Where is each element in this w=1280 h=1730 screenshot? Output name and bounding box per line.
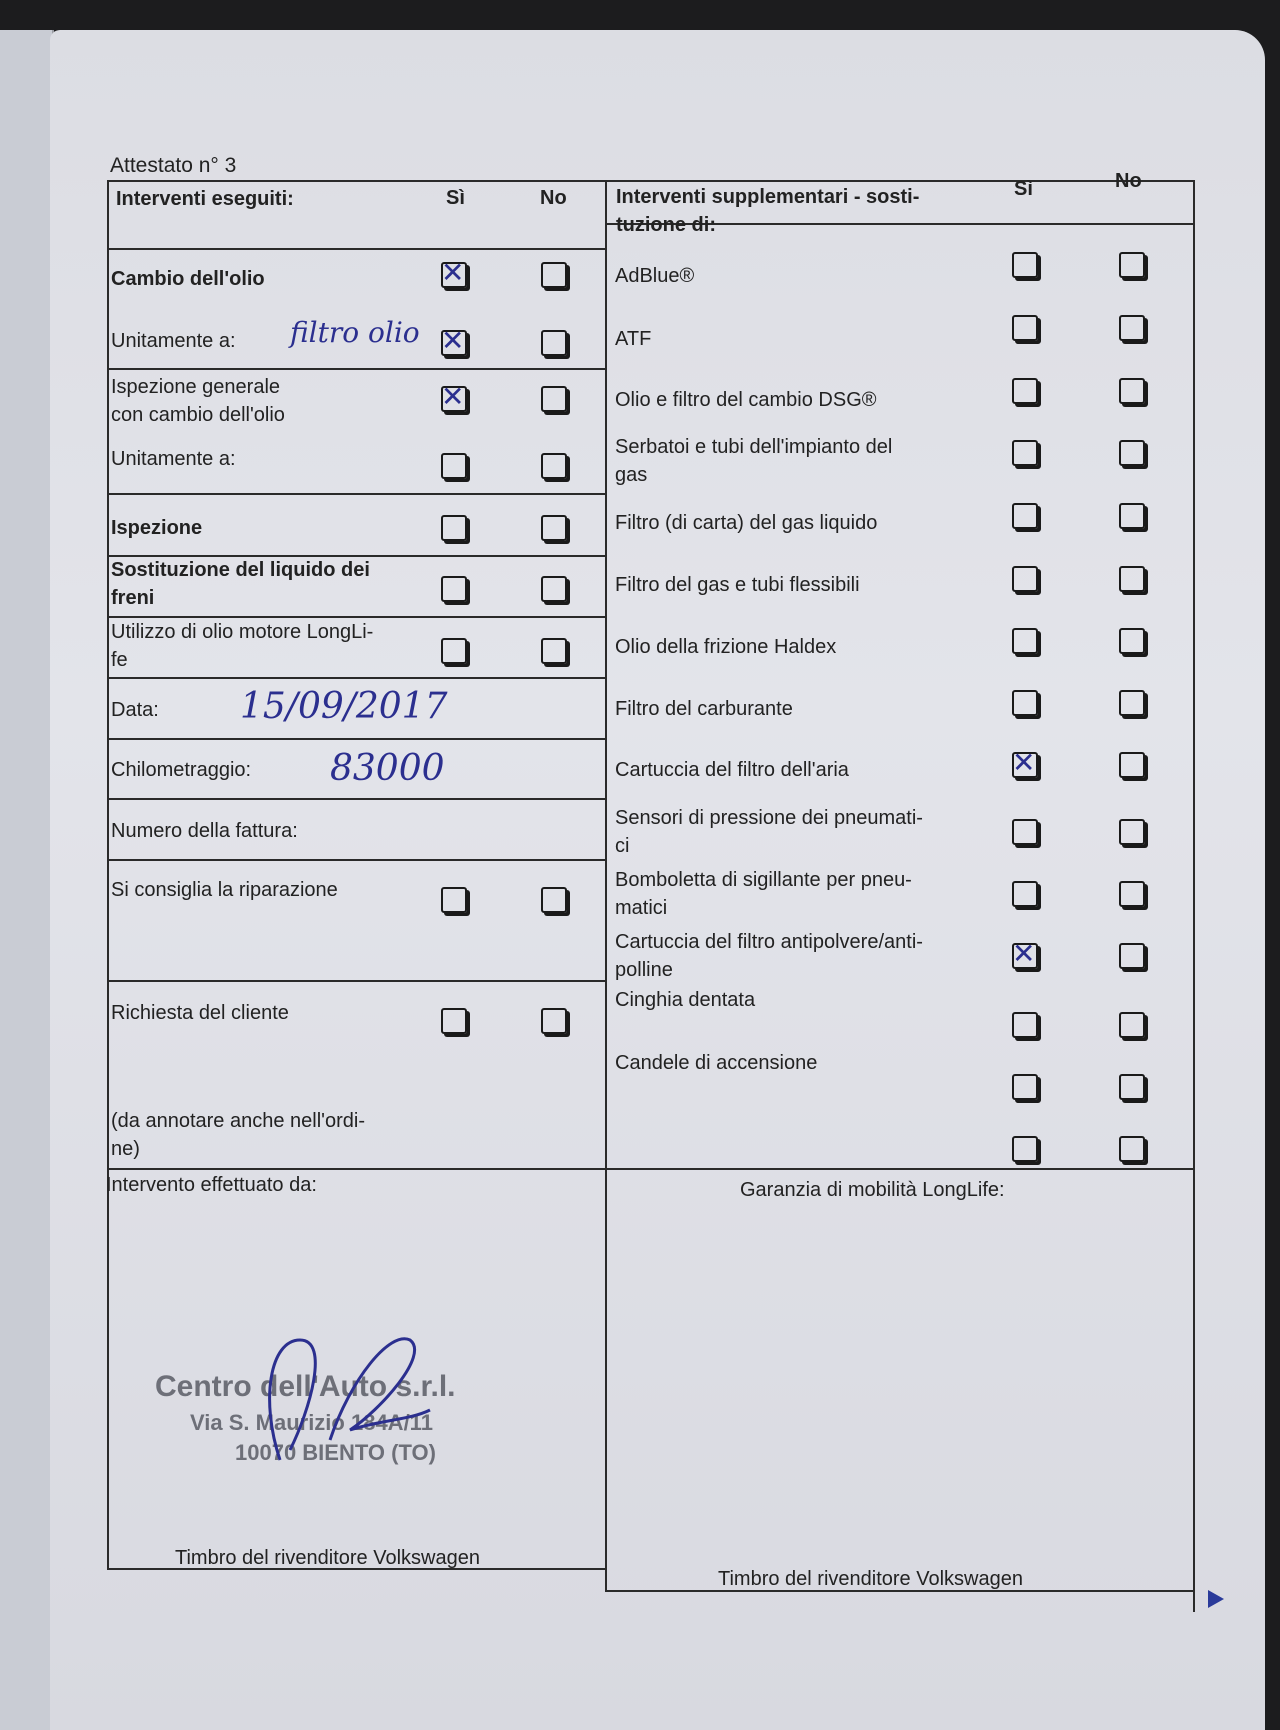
right-row-no-checkbox[interactable] bbox=[1119, 628, 1145, 654]
right-row-label: Olio della frizione Haldex bbox=[615, 636, 837, 658]
dealer-stamp-city: 10070 BIENTO (TO) bbox=[235, 1440, 436, 1465]
left-row-label-2: freni bbox=[111, 587, 155, 609]
left-stamp-caption: Timbro del rivenditore Volkswagen bbox=[175, 1547, 480, 1569]
right-row-yes-checkbox[interactable] bbox=[1012, 690, 1038, 716]
left-row-no-checkbox[interactable] bbox=[541, 887, 567, 913]
right-row-label: Candele di accensione bbox=[615, 1052, 818, 1074]
left-row-divider bbox=[107, 616, 605, 618]
frame-right bbox=[1193, 180, 1195, 1612]
right-row-label: AdBlue® bbox=[615, 265, 695, 287]
right-row-yes-checkbox[interactable] bbox=[1012, 819, 1038, 845]
right-row-yes-checkbox[interactable] bbox=[1012, 378, 1038, 404]
left-row-label: Unitamente a: bbox=[111, 448, 236, 470]
right-row-yes-checkbox[interactable] bbox=[1012, 566, 1038, 592]
left-row-yes-checkbox[interactable] bbox=[441, 1008, 467, 1034]
left-row-no-checkbox[interactable] bbox=[541, 576, 567, 602]
dealer-stamp-name: Centro dell'Auto s.r.l. bbox=[155, 1370, 456, 1403]
left-row-divider bbox=[107, 738, 605, 740]
right-header-no: No bbox=[1115, 170, 1142, 192]
left-row-label: Sostituzione del liquido dei bbox=[111, 559, 370, 581]
frame-middle bbox=[605, 180, 607, 1590]
left-row-label: Richiesta del cliente bbox=[111, 1002, 289, 1024]
left-row-no-checkbox[interactable] bbox=[541, 262, 567, 288]
right-row-yes-checkbox[interactable] bbox=[1012, 503, 1038, 529]
left-row-divider bbox=[107, 677, 605, 679]
right-row-no-checkbox[interactable] bbox=[1119, 690, 1145, 716]
performed-by-label: Intervento effettuato da: bbox=[106, 1174, 317, 1196]
left-header-no: No bbox=[540, 187, 567, 209]
left-row-no-checkbox[interactable] bbox=[541, 386, 567, 412]
handwritten-entry: filtro olio bbox=[290, 316, 420, 349]
right-row-label: Sensori di pressione dei pneumati- bbox=[615, 807, 923, 829]
right-row-no-checkbox[interactable] bbox=[1119, 881, 1145, 907]
right-row-yes-checkbox[interactable] bbox=[1012, 1074, 1038, 1100]
certificate-title: Attestato n° 3 bbox=[110, 154, 237, 177]
left-row-label-2: ne) bbox=[111, 1138, 140, 1160]
right-row-label-2: ci bbox=[615, 835, 630, 857]
right-row-label-2: polline bbox=[615, 959, 673, 981]
right-row-no-checkbox[interactable] bbox=[1119, 378, 1145, 404]
left-row-no-checkbox[interactable] bbox=[541, 453, 567, 479]
handwritten-entry: 15/09/2017 bbox=[240, 686, 448, 727]
left-row-label-2: con cambio dell'olio bbox=[111, 404, 285, 426]
mobility-guarantee-label: Garanzia di mobilità LongLife: bbox=[740, 1179, 1005, 1201]
left-row-yes-checkbox[interactable] bbox=[441, 386, 467, 412]
right-row-label: ATF bbox=[615, 328, 652, 350]
right-row-yes-checkbox[interactable] bbox=[1012, 1136, 1038, 1162]
left-row-label: Si consiglia la riparazione bbox=[111, 879, 338, 901]
right-row-yes-checkbox[interactable] bbox=[1012, 628, 1038, 654]
right-row-label: Filtro del carburante bbox=[615, 698, 793, 720]
right-row-label: Olio e filtro del cambio DSG® bbox=[615, 389, 877, 411]
left-row-no-checkbox[interactable] bbox=[541, 330, 567, 356]
right-row-label: Bomboletta di sigillante per pneu- bbox=[615, 869, 912, 891]
left-row-no-checkbox[interactable] bbox=[541, 638, 567, 664]
left-row-label: Ispezione bbox=[111, 517, 203, 539]
left-row-yes-checkbox[interactable] bbox=[441, 515, 467, 541]
right-row-yes-checkbox[interactable] bbox=[1012, 881, 1038, 907]
left-row-yes-checkbox[interactable] bbox=[441, 330, 467, 356]
right-row-label: Filtro del gas e tubi flessibili bbox=[615, 574, 860, 596]
right-row-yes-checkbox[interactable] bbox=[1012, 440, 1038, 466]
left-row-label: Cambio dell'olio bbox=[111, 268, 265, 290]
left-header-yes: Sì bbox=[446, 187, 465, 209]
next-page-arrow-icon bbox=[1208, 1590, 1224, 1608]
right-row-yes-checkbox[interactable] bbox=[1012, 752, 1038, 778]
left-row-yes-checkbox[interactable] bbox=[441, 638, 467, 664]
right-row-no-checkbox[interactable] bbox=[1119, 1074, 1145, 1100]
right-row-label: Filtro (di carta) del gas liquido bbox=[615, 512, 878, 534]
left-row-no-checkbox[interactable] bbox=[541, 1008, 567, 1034]
right-row-no-checkbox[interactable] bbox=[1119, 752, 1145, 778]
right-row-no-checkbox[interactable] bbox=[1119, 819, 1145, 845]
left-row-divider bbox=[107, 980, 605, 982]
right-row-no-checkbox[interactable] bbox=[1119, 315, 1145, 341]
left-row-label: Ispezione generale bbox=[111, 376, 281, 398]
right-row-no-checkbox[interactable] bbox=[1119, 1136, 1145, 1162]
left-row-divider bbox=[107, 798, 605, 800]
previous-page-edge bbox=[0, 30, 54, 1730]
right-row-no-checkbox[interactable] bbox=[1119, 1012, 1145, 1038]
right-row-label-2: gas bbox=[615, 464, 648, 486]
left-row-divider bbox=[107, 859, 605, 861]
right-row-label: Cartuccia del filtro antipolvere/anti- bbox=[615, 931, 923, 953]
right-row-label: Cartuccia del filtro dell'aria bbox=[615, 759, 849, 781]
left-row-yes-checkbox[interactable] bbox=[441, 262, 467, 288]
right-stamp-caption: Timbro del rivenditore Volkswagen bbox=[718, 1568, 1023, 1590]
right-row-yes-checkbox[interactable] bbox=[1012, 943, 1038, 969]
left-row-yes-checkbox[interactable] bbox=[441, 453, 467, 479]
left-row-label: Unitamente a: bbox=[111, 330, 236, 352]
footer-divider bbox=[107, 1168, 1195, 1170]
signature bbox=[240, 1320, 460, 1470]
left-row-label-2: fe bbox=[111, 649, 128, 671]
right-header-title-2: tuzione di: bbox=[616, 214, 716, 236]
left-row-yes-checkbox[interactable] bbox=[441, 887, 467, 913]
right-row-no-checkbox[interactable] bbox=[1119, 252, 1145, 278]
left-row-label: Utilizzo di olio motore LongLi- bbox=[111, 621, 374, 643]
right-row-yes-checkbox[interactable] bbox=[1012, 252, 1038, 278]
handwritten-entry: 83000 bbox=[330, 748, 445, 789]
right-row-no-checkbox[interactable] bbox=[1119, 566, 1145, 592]
right-row-no-checkbox[interactable] bbox=[1119, 943, 1145, 969]
left-row-label: Chilometraggio: bbox=[111, 759, 252, 781]
left-row-yes-checkbox[interactable] bbox=[441, 576, 467, 602]
left-row-label: Data: bbox=[111, 699, 159, 721]
left-row-divider bbox=[107, 493, 605, 495]
left-row-no-checkbox[interactable] bbox=[541, 515, 567, 541]
right-header-title-1: Interventi supplementari - sosti- bbox=[616, 186, 920, 208]
right-row-no-checkbox[interactable] bbox=[1119, 503, 1145, 529]
left-row-divider bbox=[107, 368, 605, 370]
right-row-yes-checkbox[interactable] bbox=[1012, 315, 1038, 341]
left-row-divider bbox=[107, 248, 605, 250]
right-row-label: Cinghia dentata bbox=[615, 989, 756, 1011]
dealer-stamp-address: Via S. Maurizio 184A/11 bbox=[190, 1410, 433, 1435]
right-row-no-checkbox[interactable] bbox=[1119, 440, 1145, 466]
left-header-title: Interventi eseguiti: bbox=[116, 188, 294, 210]
right-row-yes-checkbox[interactable] bbox=[1012, 1012, 1038, 1038]
left-row-label: Numero della fattura: bbox=[111, 820, 298, 842]
right-header-yes: Sì bbox=[1014, 178, 1033, 200]
left-row-label: (da annotare anche nell'ordi- bbox=[111, 1110, 365, 1132]
right-row-label: Serbatoi e tubi dell'impianto del bbox=[615, 436, 893, 458]
right-row-label-2: matici bbox=[615, 897, 668, 919]
frame-left bbox=[107, 180, 109, 1570]
